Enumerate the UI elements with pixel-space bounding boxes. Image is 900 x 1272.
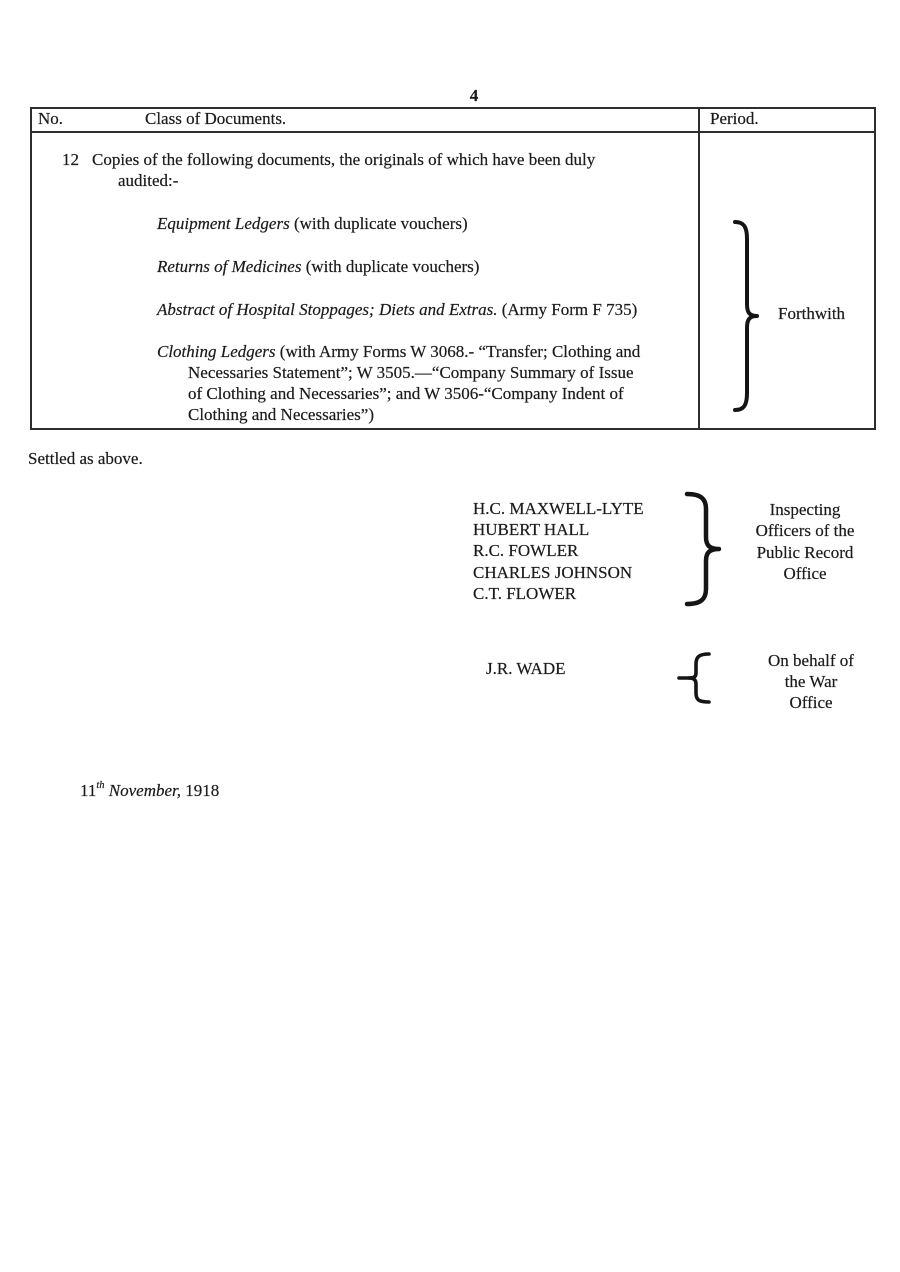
brace-forthwith (733, 219, 759, 413)
date-ordinal: th (96, 780, 105, 792)
label-line: Office (783, 563, 827, 583)
header-class-of-documents: Class of Documents. (145, 109, 287, 128)
item-title: Abstract of Hospital Stoppages; Diets and Extras. (157, 300, 498, 319)
clothing-ledgers-continuation: Clothing and Necessaries”) (188, 405, 374, 424)
brace-war-office (676, 652, 712, 704)
row-intro-line-1: Copies of the following documents, the originals of which have been duly (92, 150, 596, 169)
document-item-abstract-hospital-stoppages (157, 300, 637, 320)
label-line: Officers of the (755, 521, 855, 541)
item-detail: (with duplicate vouchers) (301, 257, 480, 276)
signature-hubert-hall: HUBERT HALL (473, 520, 590, 539)
inspecting-officers-label (744, 499, 866, 584)
document-date (80, 781, 219, 801)
signature-maxwell-lyte: H.C. MAXWELL-LYTE (473, 499, 644, 518)
page-number: 4 (469, 86, 479, 105)
label-line: Office (789, 692, 833, 712)
label-line: Inspecting (769, 500, 841, 519)
document-item-equipment-ledgers (157, 214, 468, 234)
column-divider (698, 109, 700, 428)
document-item-returns-of-medicines (157, 257, 479, 277)
signature-fowler: R.C. FOWLER (473, 541, 579, 560)
settled-as-above-text: Settled as above. (28, 449, 143, 468)
clothing-ledgers-continuation: Necessaries Statement”; W 3505.—“Company Summary of Issue (188, 363, 634, 382)
item-detail: (with duplicate vouchers) (289, 214, 468, 233)
date-month: November, (108, 781, 182, 800)
signature-charles-johnson: CHARLES JOHNSON (473, 563, 633, 582)
documents-table (30, 107, 876, 430)
signature-wade: J.R. WADE (486, 659, 566, 678)
item-detail: (Army Form F 735) (497, 300, 638, 319)
item-title: Equipment Ledgers (157, 214, 290, 233)
item-detail: (with Army Forms W 3068.- “Transfer; Clothing and (275, 342, 641, 361)
header-period: Period. (710, 109, 759, 128)
row-number: 12 (62, 150, 79, 169)
date-year: 1918 (185, 781, 220, 800)
signature-flower: C.T. FLOWER (473, 584, 577, 603)
clothing-ledgers-continuation: of Clothing and Necessaries”; and W 3506-“Company Indent of (188, 384, 624, 403)
label-line: Public Record (756, 542, 854, 562)
item-title: Returns of Medicines (157, 257, 302, 276)
item-title: Clothing Ledgers (157, 342, 276, 361)
label-line: On behalf of (768, 651, 854, 670)
brace-public-record-office (684, 491, 722, 607)
on-behalf-war-office-label (760, 651, 862, 713)
document-item-clothing-ledgers (157, 342, 640, 362)
row-intro-line-2: audited:- (118, 171, 179, 190)
header-no: No. (38, 109, 64, 128)
label-line: the War (784, 671, 838, 691)
date-day: 11 (80, 781, 97, 800)
period-value: Forthwith (778, 304, 846, 323)
